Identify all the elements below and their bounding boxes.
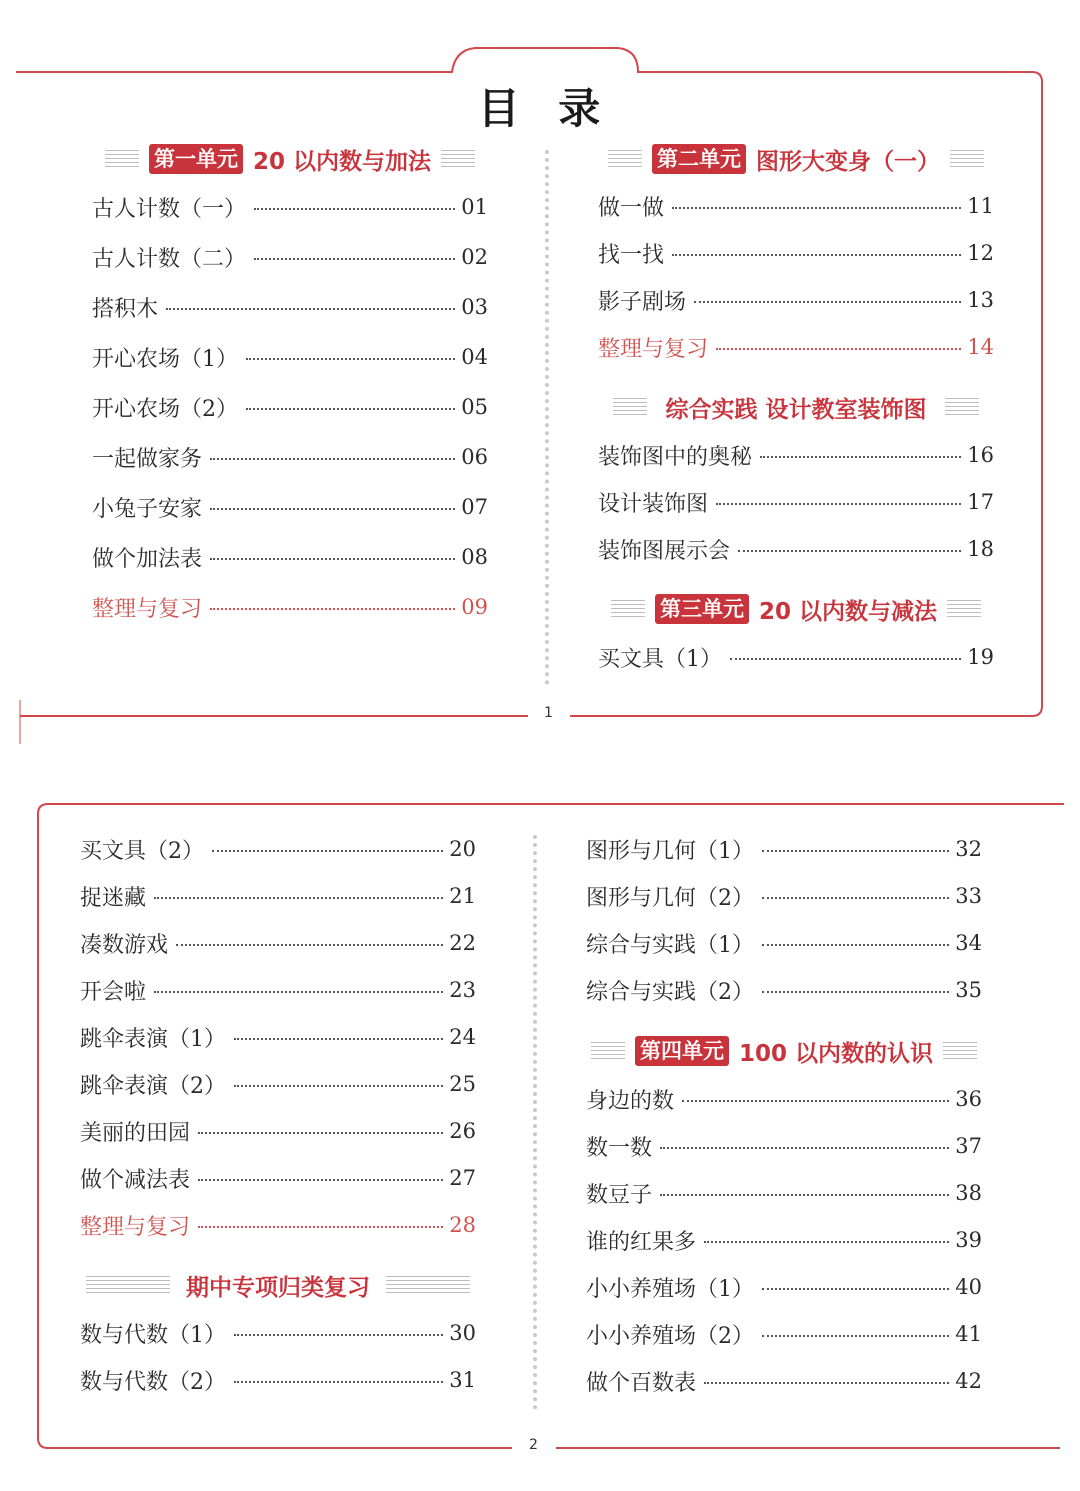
leader-dots	[660, 1147, 949, 1149]
leader-dots	[704, 1241, 949, 1243]
leader-dots	[672, 254, 961, 256]
leader-dots	[210, 608, 455, 610]
toc-entry[interactable]	[586, 1270, 982, 1304]
entry-title: 买文具（2）	[80, 838, 204, 864]
wave-decoration-icon	[947, 600, 981, 618]
section-heading	[588, 592, 1004, 626]
entry-title: 捉迷藏	[80, 885, 147, 911]
page-1-right-column	[598, 142, 994, 682]
entry-title: 数豆子	[586, 1182, 653, 1208]
entry-title: 图形与几何（1）	[586, 838, 754, 864]
toc-entry[interactable]	[586, 1223, 982, 1257]
leader-dots	[254, 258, 455, 260]
entry-title: 综合与实践（2）	[586, 979, 754, 1005]
page-number-1: 1	[544, 705, 553, 721]
entry-title: 搭积木	[92, 296, 159, 322]
toc-entry[interactable]	[92, 540, 488, 574]
leader-dots	[738, 550, 961, 552]
entry-title: 装饰图展示会	[598, 538, 731, 564]
leader-dots	[154, 991, 443, 993]
toc-entry[interactable]	[80, 1363, 476, 1397]
page-number-2: 2	[529, 1437, 538, 1453]
section-heading	[576, 1034, 992, 1068]
entry-page: 36	[955, 1087, 982, 1111]
entry-page: 32	[955, 837, 982, 861]
toc-entry[interactable]	[80, 879, 476, 913]
leader-dots	[212, 850, 443, 852]
entry-title: 做个加法表	[92, 546, 203, 572]
section-title: 图形大变身（一）	[756, 148, 940, 175]
entry-title: 小小养殖场（2）	[586, 1323, 754, 1349]
toc-entry[interactable]	[586, 1129, 982, 1163]
leader-dots	[762, 1288, 949, 1290]
entry-title: 开心农场（2）	[92, 396, 238, 422]
leader-dots	[210, 508, 455, 510]
toc-entry[interactable]	[586, 879, 982, 913]
wave-decoration-icon	[945, 398, 979, 416]
section-heading	[588, 390, 1004, 424]
leader-dots	[234, 1038, 443, 1040]
entry-page: 18	[967, 537, 994, 561]
section-title: 20 以内数与减法	[758, 598, 937, 625]
unit-badge: 第四单元	[635, 1036, 729, 1066]
entry-title: 设计装饰图	[598, 491, 709, 517]
entry-title: 装饰图中的奥秘	[598, 444, 753, 470]
leader-dots	[234, 1085, 443, 1087]
toc-entry[interactable]	[92, 290, 488, 324]
toc-entry[interactable]	[586, 1364, 982, 1398]
toc-entry[interactable]	[598, 283, 994, 317]
page-1-left-column	[92, 142, 488, 632]
toc-entry[interactable]	[586, 1176, 982, 1210]
entry-title: 开会啦	[80, 979, 147, 1005]
toc-entry[interactable]	[598, 485, 994, 519]
entry-title: 跳伞表演（1）	[80, 1026, 226, 1052]
entry-page: 17	[967, 490, 994, 514]
leader-dots	[762, 944, 949, 946]
entry-page: 14	[967, 335, 994, 359]
unit-badge: 第三单元	[655, 594, 749, 624]
wave-decoration-icon	[943, 1042, 977, 1060]
leader-dots	[730, 658, 961, 660]
entry-title: 古人计数（一）	[92, 196, 247, 222]
toc-entry[interactable]	[598, 532, 994, 566]
leader-dots	[198, 1226, 443, 1228]
entry-page: 02	[461, 245, 488, 269]
entry-title: 买文具（1）	[598, 646, 722, 672]
entry-title: 谁的红果多	[586, 1229, 697, 1255]
entry-page: 38	[955, 1181, 982, 1205]
wave-decoration-icon	[105, 150, 139, 168]
toc-entry[interactable]	[586, 1082, 982, 1116]
entry-page: 13	[967, 288, 994, 312]
wave-decoration-icon	[441, 150, 475, 168]
entry-page: 20	[449, 837, 476, 861]
leader-dots	[760, 456, 961, 458]
entry-page: 41	[955, 1322, 982, 1346]
toc-entry[interactable]	[92, 490, 488, 524]
entry-page: 27	[449, 1166, 476, 1190]
entry-page: 24	[449, 1025, 476, 1049]
toc-entry[interactable]	[92, 190, 488, 224]
toc-entry[interactable]	[598, 236, 994, 270]
section-heading	[588, 142, 1004, 176]
leader-dots	[176, 944, 443, 946]
toc-entry[interactable]	[92, 340, 488, 374]
page-1-divider	[545, 150, 549, 685]
section-heading	[70, 1268, 486, 1302]
wave-decoration-icon	[86, 1276, 170, 1294]
unit-badge: 第二单元	[652, 144, 746, 174]
page-2-right-column	[586, 832, 982, 1402]
entry-page: 12	[967, 241, 994, 265]
leader-dots	[694, 301, 961, 303]
entry-page: 21	[449, 884, 476, 908]
toc-entry[interactable]	[80, 1114, 476, 1148]
section-title: 综合实践 设计教室装饰图	[665, 396, 927, 423]
entry-page: 34	[955, 931, 982, 955]
entry-title: 找一找	[598, 242, 665, 268]
entry-page: 42	[955, 1369, 982, 1393]
toc-entry[interactable]	[598, 189, 994, 223]
toc-entry[interactable]	[586, 1317, 982, 1351]
entry-title: 图形与几何（2）	[586, 885, 754, 911]
leader-dots	[234, 1381, 443, 1383]
leader-dots	[254, 208, 455, 210]
entry-title: 美丽的田园	[80, 1120, 191, 1146]
entry-page: 37	[955, 1134, 982, 1158]
entry-page: 05	[461, 395, 488, 419]
page-2-divider	[533, 835, 537, 1410]
entry-title: 数一数	[586, 1135, 653, 1161]
entry-title: 影子剧场	[598, 289, 687, 315]
toc-entry-review[interactable]	[598, 330, 994, 364]
leader-dots	[704, 1382, 949, 1384]
toc-entry[interactable]	[80, 1161, 476, 1195]
leader-dots	[166, 308, 455, 310]
toc-entry[interactable]	[598, 438, 994, 472]
entry-page: 11	[967, 194, 994, 218]
leader-dots	[246, 358, 455, 360]
leader-dots	[716, 348, 961, 350]
leader-dots	[762, 991, 949, 993]
entry-title: 跳伞表演（2）	[80, 1073, 226, 1099]
section-title: 100 以内数的认识	[738, 1040, 934, 1067]
leader-dots	[660, 1194, 949, 1196]
toc-entry[interactable]	[80, 1316, 476, 1350]
entry-page: 04	[461, 345, 488, 369]
toc-entry[interactable]	[586, 926, 982, 960]
entry-page: 16	[967, 443, 994, 467]
wave-decoration-icon	[608, 150, 642, 168]
entry-title: 数与代数（1）	[80, 1322, 226, 1348]
toc-entry[interactable]	[586, 973, 982, 1007]
entry-title: 身边的数	[586, 1088, 675, 1114]
leader-dots	[716, 503, 961, 505]
entry-page: 35	[955, 978, 982, 1002]
entry-title: 整理与复习	[598, 336, 709, 362]
leader-dots	[762, 1335, 949, 1337]
leader-dots	[672, 207, 961, 209]
entry-title: 小兔子安家	[92, 496, 203, 522]
entry-page: 33	[955, 884, 982, 908]
section-heading	[82, 142, 498, 176]
entry-page: 22	[449, 931, 476, 955]
entry-page: 03	[461, 295, 488, 319]
section-title: 期中专项归类复习	[186, 1274, 370, 1301]
wave-decoration-icon	[611, 600, 645, 618]
entry-title: 数与代数（2）	[80, 1369, 226, 1395]
toc-entry-review[interactable]	[92, 590, 488, 624]
toc-entry[interactable]	[586, 832, 982, 866]
entry-page: 26	[449, 1119, 476, 1143]
entry-title: 整理与复习	[92, 596, 203, 622]
leader-dots	[762, 850, 949, 852]
unit-badge: 第一单元	[149, 144, 243, 174]
entry-title: 凑数游戏	[80, 932, 169, 958]
entry-title: 一起做家务	[92, 446, 203, 472]
entry-page: 30	[449, 1321, 476, 1345]
entry-title: 做一做	[598, 195, 665, 221]
leader-dots	[210, 458, 455, 460]
entry-title: 综合与实践（1）	[586, 932, 754, 958]
toc-entry[interactable]	[80, 1020, 476, 1054]
wave-decoration-icon	[591, 1042, 625, 1060]
entry-page: 31	[449, 1368, 476, 1392]
entry-page: 07	[461, 495, 488, 519]
toc-entry[interactable]	[92, 390, 488, 424]
entry-page: 19	[967, 645, 994, 669]
page-2-left-column	[80, 832, 476, 1402]
toc-entry[interactable]	[598, 640, 994, 674]
entry-title: 做个减法表	[80, 1167, 191, 1193]
entry-page: 01	[461, 195, 488, 219]
leader-dots	[762, 897, 949, 899]
entry-page: 39	[955, 1228, 982, 1252]
toc-entry[interactable]	[92, 440, 488, 474]
entry-page: 23	[449, 978, 476, 1002]
toc-entry-review[interactable]	[80, 1208, 476, 1242]
toc-entry[interactable]	[80, 926, 476, 960]
leader-dots	[198, 1179, 443, 1181]
section-title: 20 以内数与加法	[252, 148, 431, 175]
leader-dots	[198, 1132, 443, 1134]
entry-page: 06	[461, 445, 488, 469]
page-title: 目 录	[477, 84, 613, 133]
wave-decoration-icon	[950, 150, 984, 168]
entry-page: 25	[449, 1072, 476, 1096]
leader-dots	[154, 897, 443, 899]
entry-title: 整理与复习	[80, 1214, 191, 1240]
leader-dots	[234, 1334, 443, 1336]
toc-entry[interactable]	[80, 832, 476, 866]
entry-page: 28	[449, 1213, 476, 1237]
leader-dots	[246, 408, 455, 410]
toc-entry[interactable]	[80, 973, 476, 1007]
entry-title: 古人计数（二）	[92, 246, 247, 272]
wave-decoration-icon	[386, 1276, 470, 1294]
entry-page: 40	[955, 1275, 982, 1299]
entry-title: 开心农场（1）	[92, 346, 238, 372]
entry-page: 08	[461, 545, 488, 569]
toc-entry[interactable]	[92, 240, 488, 274]
toc-entry[interactable]	[80, 1067, 476, 1101]
entry-title: 小小养殖场（1）	[586, 1276, 754, 1302]
wave-decoration-icon	[613, 398, 647, 416]
entry-title: 做个百数表	[586, 1370, 697, 1396]
leader-dots	[210, 558, 455, 560]
entry-page: 09	[461, 595, 488, 619]
leader-dots	[682, 1100, 949, 1102]
